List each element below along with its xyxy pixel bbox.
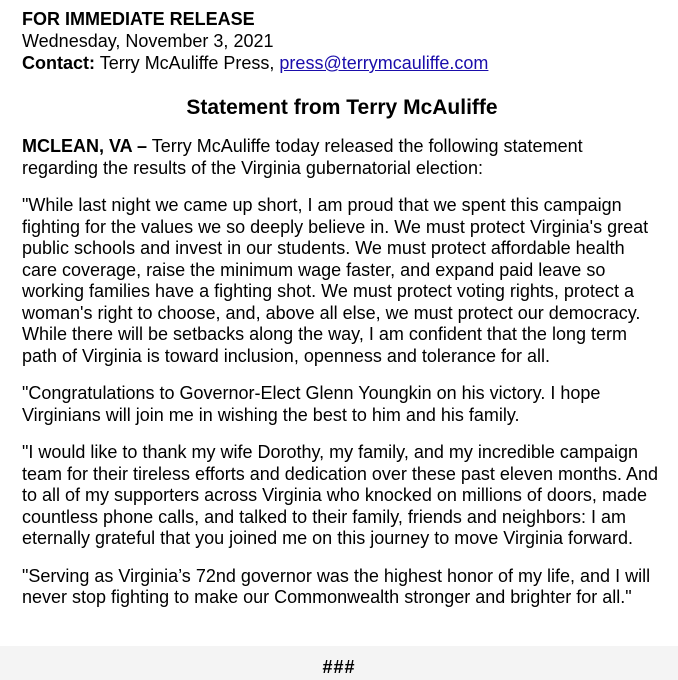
- contact-line: [22, 52, 662, 74]
- paragraph-2: "Congratulations to Governor-Elect Glenn Youngkin on his victory. I hope Virginians will join me in wishing the best to him and his family.: [22, 383, 601, 425]
- paragraph-1: "While last night we came up short, I am proud that we spent this campaign fighting for the values we so deeply believe in. We must protect Virginia's great public schools and invest in our students. We must protect affordable health care coverage, raise the minimum wage faster, and expand paid leave so working families have a fighting shot. We must protect voting rights, protect a woman's right to choose, and, above all else, we must protect our democracy. While there will be setbacks along the way, I am confident that the long term path of Virginia is toward inclusion, openness and tolerance for all.: [22, 195, 649, 366]
- paragraph-3: "I would like to thank my wife Dorothy, my family, and my incredible campaign team for their tireless efforts and dedication over these past eleven months. And to all of my supporters across Virginia who knocked on millions of doors, made countless phone calls, and talked to their family, friends and neighbors: I am eternally grateful that you joined me on this journey to move Virginia forward.: [22, 442, 659, 548]
- dateline: MCLEAN, VA –: [22, 136, 148, 156]
- release-label: FOR IMMEDIATE RELEASE: [22, 9, 255, 29]
- intro-text: Terry McAuliffe today released the following statement regarding the results of the Virginia gubernatorial election:: [22, 136, 583, 178]
- contact-email-link[interactable]: press@terrymcauliffe.com: [279, 53, 489, 73]
- release-date: Wednesday, November 3, 2021: [22, 31, 274, 51]
- contact-name: Terry McAuliffe Press,: [99, 53, 275, 73]
- press-release: [22, 8, 662, 625]
- paragraph-4: "Serving as Virginia’s 72nd governor was the highest honor of my life, and I will never stop fighting to make our Commonwealth stronger and brighter for all.": [22, 565, 651, 607]
- intro-paragraph: [22, 136, 662, 179]
- contact-label: Contact:: [22, 53, 95, 73]
- page-title: Statement from Terry McAuliffe: [186, 96, 498, 119]
- end-mark: ###: [322, 657, 356, 677]
